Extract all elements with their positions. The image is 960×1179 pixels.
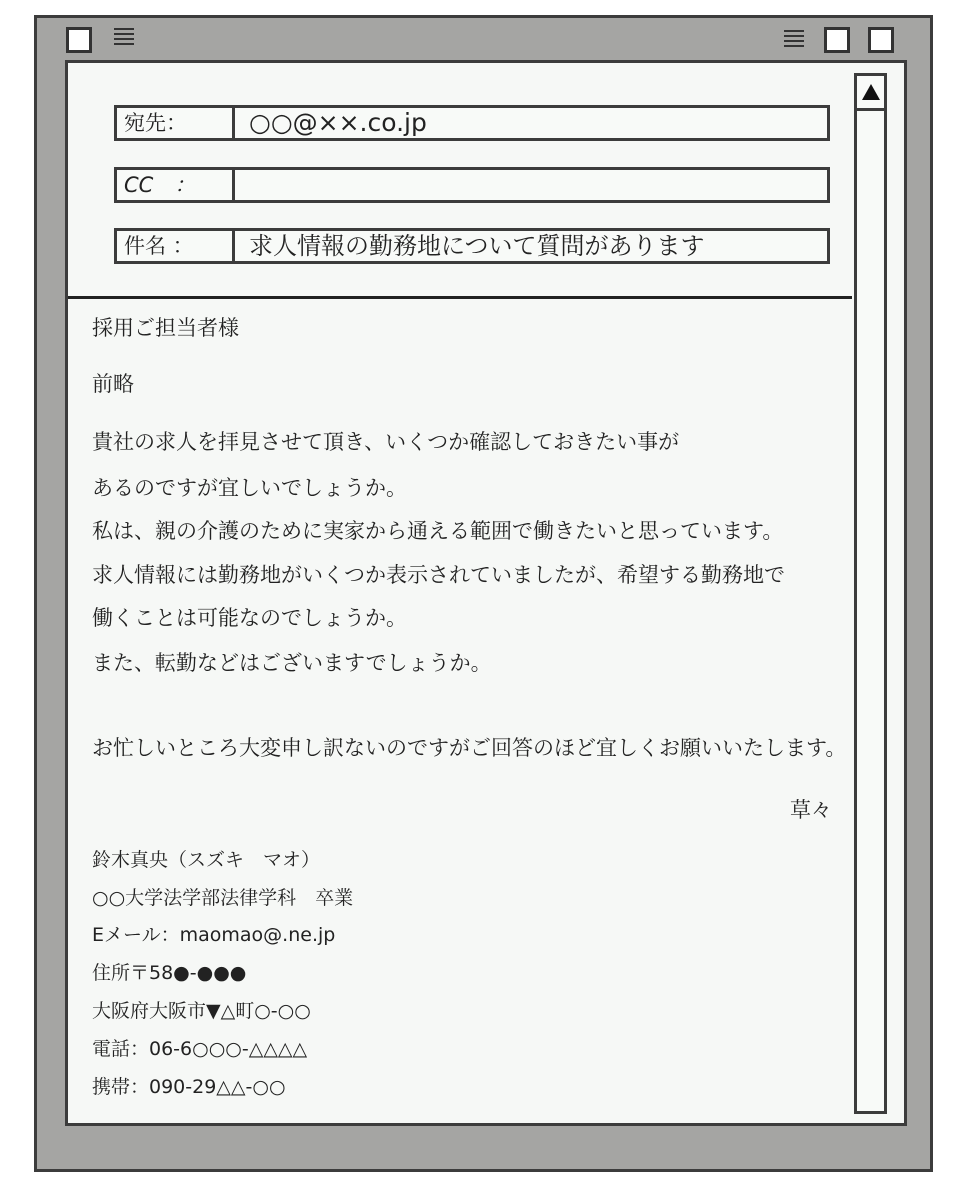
scrollbar[interactable] [854,73,887,1114]
signature-address: 大阪府大阪市▼△町○-○○ [92,1000,311,1022]
signature-name: 鈴木真央（スズキ マオ） [92,849,321,871]
salutation: 採用ご担当者様 [92,316,239,340]
window-menu-icon[interactable] [66,27,92,53]
cc-input[interactable] [235,170,827,200]
signature-postal: 住所〒58●-●●● [92,962,247,984]
arrow-up-icon [861,83,881,101]
scroll-up-button[interactable] [857,76,884,111]
cc-label: CC ： [117,170,235,200]
email-window [34,15,933,1172]
body-line: 求人情報には勤務地がいくつか表示されていましたが、希望する勤務地で [92,563,785,587]
to-field[interactable] [114,105,830,141]
body-line: また、転勤などはございますでしょうか。 [92,651,492,675]
subject-field[interactable] [114,228,830,264]
body-line: 貴社の求人を拝見させて頂き、いくつか確認しておきたい事が [92,430,680,454]
body-line: あるのですが宜しいでしょうか。 [92,476,407,500]
signature-phone: 電話：06-6○○○-△△△△ [92,1038,308,1060]
signature-school: ○○大学法学部法律学科 卒業 [92,887,354,909]
signature-mobile: 携帯：090-29△△-○○ [92,1076,286,1098]
email-compose-area [65,60,907,1126]
subject-input[interactable]: 求人情報の勤務地について質問があります [249,232,705,260]
subject-label: 件名 ： [117,231,235,261]
maximize-icon[interactable] [824,27,850,53]
body-line: 働くことは可能なのでしょうか。 [92,606,407,630]
body-line: 私は、親の介護のために実家から通える範囲で働きたいと思っています。 [92,519,784,543]
close-icon[interactable] [868,27,894,53]
closing: 草々 [790,798,832,822]
opening: 前略 [92,372,134,396]
to-label: 宛先： [117,108,235,138]
closing-request: お忙しいところ大変申し訳ないのですがご回答のほど宜しくお願いいたします。 [92,736,847,760]
hamburger-icon[interactable] [114,28,134,46]
signature-email: Eメール：maomao@.ne.jp [92,924,336,946]
cc-field[interactable] [114,167,830,203]
to-input[interactable]: ○○@××.co.jp [249,108,427,137]
list-icon[interactable] [784,30,804,48]
header-divider [68,296,852,299]
